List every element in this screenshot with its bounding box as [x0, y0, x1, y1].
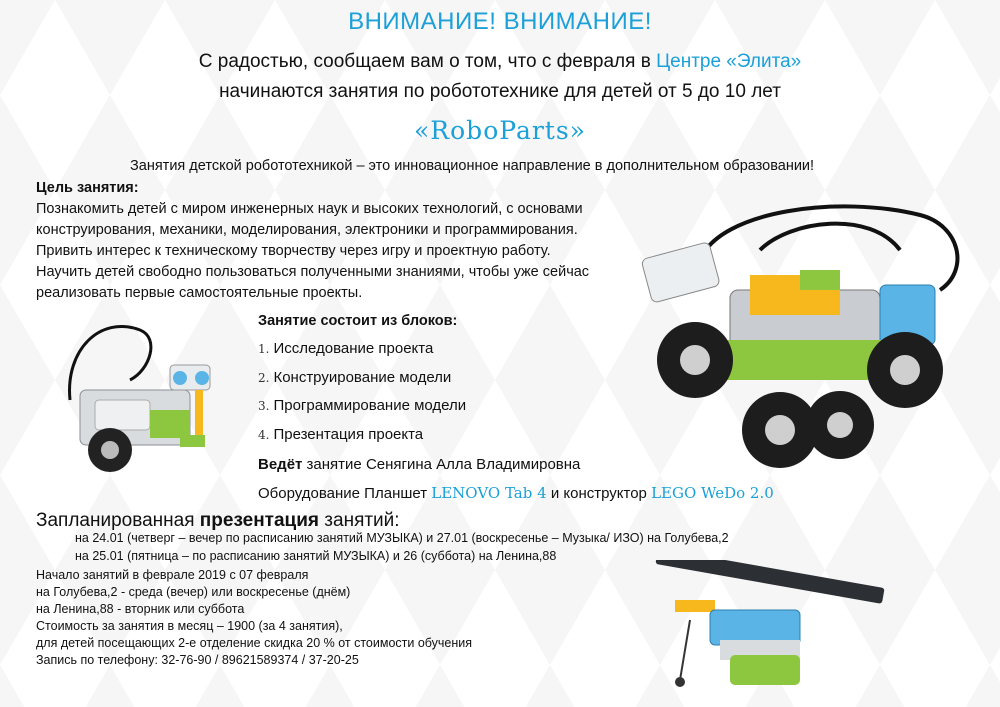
- teacher-name: занятие Сенягина Алла Владимировна: [302, 456, 581, 473]
- block-number: 1.: [258, 342, 270, 356]
- block-number: 4.: [258, 428, 270, 442]
- block-label: Исследование проекта: [273, 340, 434, 357]
- goal-line: Познакомить детей с миром инженерных наук и высоких технологий, с основами: [36, 201, 583, 217]
- kit-name: LEGO WeDo 2.0: [651, 484, 774, 502]
- detail-line: для детей посещающих 2-е отделение скидка 20 % от стоимости обучения: [36, 636, 473, 650]
- block-item: [258, 397, 466, 414]
- goal-line: Привить интерес к техническому творчеству через игру и проектную работу.: [36, 243, 551, 259]
- helicopter-model-image: [650, 560, 890, 700]
- block-item: [258, 426, 423, 443]
- detail-line: на Голубева,2 - среда (вечер) или воскресенье (днём): [36, 585, 351, 599]
- equipment-middle: и конструктор: [546, 485, 652, 502]
- rover-robot-image: [640, 190, 970, 480]
- teacher-verb: Ведёт: [258, 456, 303, 473]
- schedule-details: [36, 567, 472, 669]
- presentation-title-prefix: Запланированная: [36, 510, 200, 531]
- tagline: Занятия детской робототехникой – это инновационное направление в дополнительном образовании!: [130, 158, 815, 174]
- block-number: 3.: [258, 399, 270, 413]
- presentation-line-1: на 24.01 (четверг – вечер по расписанию занятий МУЗЫКА) и 27.01 (воскресенье – Музыка/ ИЗО) на Голубева,2: [75, 531, 729, 545]
- goal-text: [36, 199, 656, 304]
- equipment-line: [258, 484, 774, 502]
- brand-title: «RoboParts»: [414, 116, 586, 145]
- block-number: 2.: [258, 371, 270, 385]
- detail-line: Запись по телефону: 32-76-90 / 89621589374 / 37-20-25: [36, 653, 359, 667]
- detail-line: на Ленина,88 - вторник или суббота: [36, 602, 245, 616]
- small-robot-image: [50, 310, 250, 480]
- teacher-line: [258, 456, 580, 473]
- presentation-line-2: на 25.01 (пятница – по расписанию занятий МУЗЫКА) и 26 (суббота) на Ленина,88: [75, 549, 557, 563]
- intro-line-1: [0, 51, 1000, 73]
- goal-line: Научить детей свободно пользоваться полученными знаниями, чтобы уже сейчас: [36, 264, 590, 280]
- goal-line: реализовать первые самостоятельные проекты.: [36, 285, 363, 301]
- goal-line: конструирования, механики, моделирования, электроники и программирования.: [36, 222, 578, 238]
- intro-text: С радостью, сообщаем вам о том, что с февраля в: [198, 51, 657, 72]
- detail-line: Стоимость за занятия в месяц – 1900 (за 4 занятия),: [36, 619, 343, 633]
- block-label: Конструирование модели: [273, 369, 452, 386]
- presentation-title-bold: презентация: [199, 510, 320, 531]
- block-label: Презентация проекта: [273, 426, 424, 443]
- center-name: Центре «Элита»: [656, 51, 802, 72]
- presentation-title: [36, 510, 400, 532]
- block-item: [258, 340, 433, 357]
- presentation-title-suffix: занятий:: [319, 510, 400, 531]
- block-item: [258, 369, 451, 386]
- blocks-title: Занятие состоит из блоков:: [258, 313, 458, 329]
- tablet-name: LENOVO Tab 4: [431, 484, 547, 502]
- equipment-prefix: Оборудование Планшет: [258, 485, 432, 502]
- main-heading: ВНИМАНИЕ! ВНИМАНИЕ!: [348, 8, 652, 35]
- block-label: Программирование модели: [273, 397, 467, 414]
- intro-line-2: начинаются занятия по робототехнике для детей от 5 до 10 лет: [219, 81, 781, 102]
- detail-line: Начало занятий в феврале 2019 с 07 февраля: [36, 568, 309, 582]
- goal-title: Цель занятия:: [36, 180, 139, 196]
